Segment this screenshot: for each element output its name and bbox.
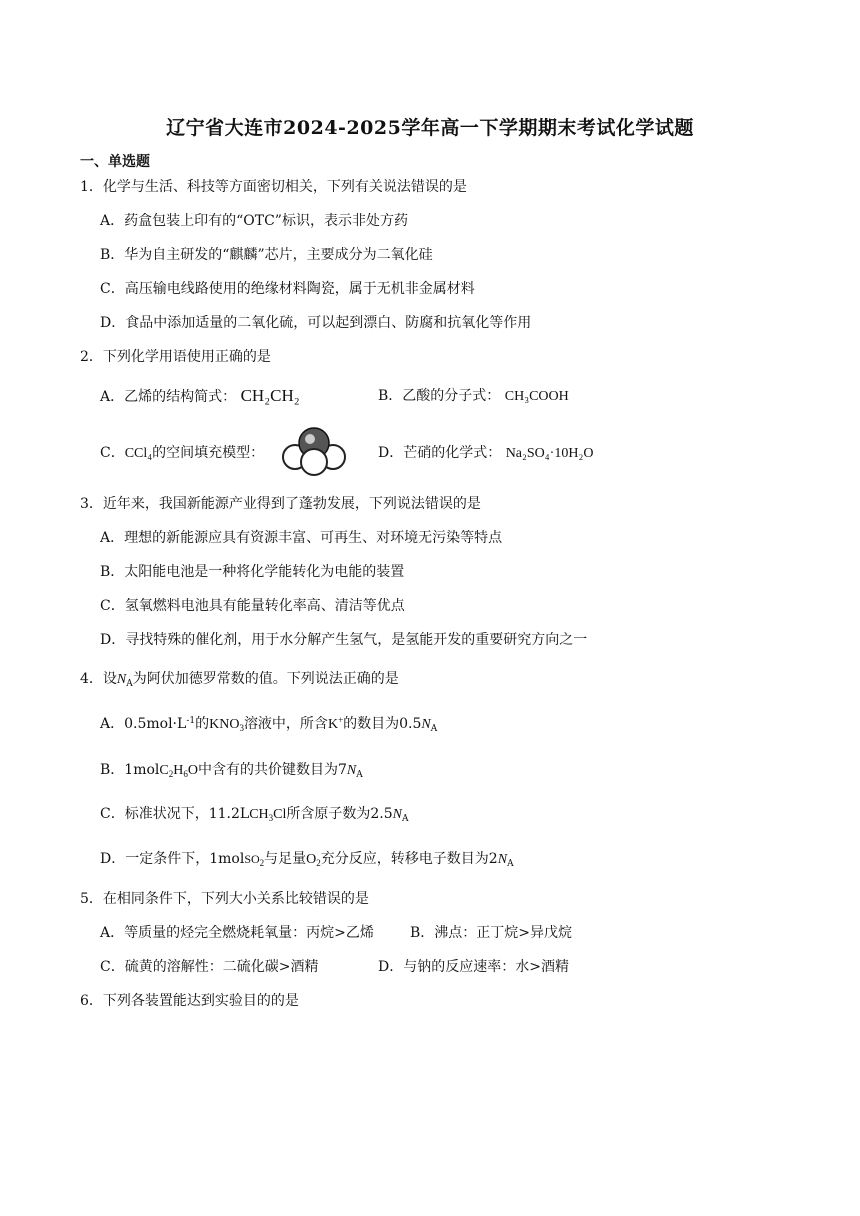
acetic-acid-formula: CH₃COOH <box>504 389 569 404</box>
question-4-stem: 4．设$N_A$为阿伏加德罗常数的值。下列说法正确的是 <box>80 671 399 689</box>
question-2-option-b: B．乙酸的分子式： CH₃COOH <box>378 388 569 404</box>
question-2-option-a: A．乙烯的结构简式： CH₂CH₂ <box>100 386 300 405</box>
question-1-option-d: D．食品中添加适量的二氧化硫，可以起到漂白、防腐和抗氧化等作用 <box>100 315 532 331</box>
question-3-option-b: B．太阳能电池是一种将化学能转化为电能的装置 <box>100 564 405 580</box>
question-4-option-b: B．$1molC_2H_6O$中含有的共价键数目为$7N_A$ <box>100 762 363 780</box>
ethylene-formula: CH₂CH₂ <box>240 386 300 405</box>
question-1-option-a: A．药盒包装上印有的“OTC”标识，表示非处方药 <box>100 213 408 229</box>
page-title: 辽宁省大连市2024-2025学年高一下学期期末考试化学试题 <box>166 117 694 139</box>
question-1-option-b: B．华为自主研发的“麒麟”芯片，主要成分为二氧化硅 <box>100 247 433 263</box>
question-2-option-c: C．CCl₄的空间填充模型： <box>100 445 265 461</box>
question-5-option-a: A．等质量的烃完全燃烧耗氧量：丙烷>乙烯 <box>100 925 374 941</box>
question-5-option-b: B．沸点：正丁烷>异戊烷 <box>410 925 573 941</box>
question-5-stem: 5．在相同条件下，下列大小关系比较错误的是 <box>80 891 369 907</box>
question-5-option-c: C．硫黄的溶解性：二硫化碳>酒精 <box>100 959 319 975</box>
question-3-option-a: A．理想的新能源应具有资源丰富、可再生、对环境无污染等特点 <box>100 530 503 546</box>
mirabilite-formula: Na₂SO₄·10H₂O <box>505 446 594 461</box>
question-4-option-a: A．$0.5mol\cdot L^{-1}$的$KNO_3$溶液中，所含K+的数目为$0.5N_A$ <box>100 715 438 734</box>
question-5-option-d: D．与钠的反应速率：水>酒精 <box>378 959 569 975</box>
question-2-stem: 2．下列化学用语使用正确的是 <box>80 349 271 365</box>
space-filling-model-image <box>280 424 348 476</box>
question-2-option-d: D．芒硝的化学式： Na₂SO₄·10H₂O <box>378 445 594 461</box>
question-4-option-d: D．一定条件下，1molSO$_2$与足量$O_2$充分反应，转移电子数目为$2N_A$ <box>100 851 514 869</box>
highlight <box>305 434 315 444</box>
question-6-stem: 6．下列各装置能达到实验目的的是 <box>80 993 299 1009</box>
question-1-option-c: C．高压输电线路使用的绝缘材料陶瓷，属于无机非金属材料 <box>100 281 475 297</box>
chlorine-atom-front <box>301 449 327 475</box>
question-1-stem: 1．化学与生活、科技等方面密切相关，下列有关说法错误的是 <box>80 179 467 195</box>
question-3-option-c: C．氢氧燃料电池具有能量转化率高、清洁等优点 <box>100 598 405 614</box>
ccl4-formula: CCl₄ <box>124 446 153 461</box>
question-3-stem: 3．近年来，我国新能源产业得到了蓬勃发展，下列说法错误的是 <box>80 496 481 512</box>
question-3-option-d: D．寻找特殊的催化剂，用于水分解产生氢气，是氢能开发的重要研究方向之一 <box>100 632 588 648</box>
question-4-option-c: C．标准状况下，$11.2LCH_3Cl$所含原子数为$2.5N_A$ <box>100 806 409 824</box>
section-heading: 一、单选题 <box>80 154 150 170</box>
